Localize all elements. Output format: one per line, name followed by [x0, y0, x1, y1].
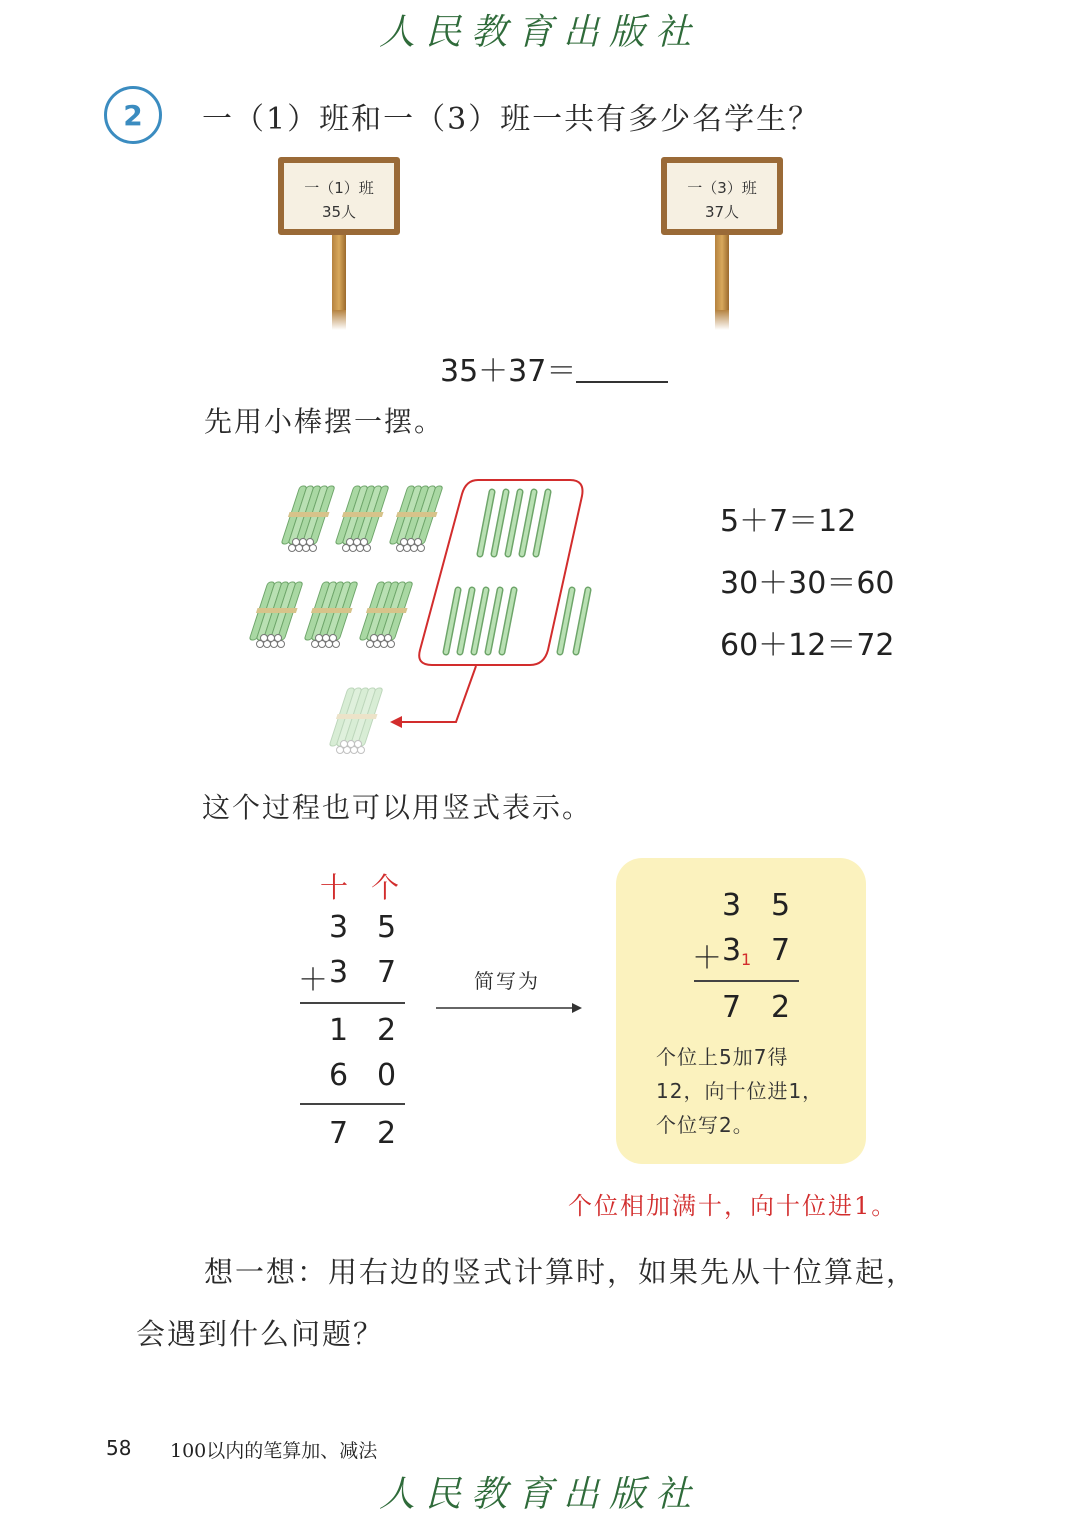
sign-class-label: 一（3）班: [687, 179, 757, 197]
loose-stick: [494, 492, 506, 554]
loose-stick: [508, 492, 520, 554]
digit: 7: [377, 955, 397, 990]
digit: 7: [722, 990, 742, 1025]
problem-question: 一（1）班和一（3）班一共有多少名学生？: [202, 102, 821, 137]
problem-number-badge: 2: [104, 86, 162, 144]
loose-stick: [536, 492, 548, 554]
tens-header: 十: [320, 871, 351, 904]
plus-sign: ＋: [298, 963, 328, 998]
stick-bundle: [247, 582, 306, 648]
loose-stick: [522, 492, 534, 554]
page-number: 58: [106, 1436, 132, 1460]
new-bundle: [327, 688, 386, 754]
sign-class-label: 一（1）班: [304, 179, 374, 197]
digit: 2: [771, 990, 791, 1025]
process-text: 这个过程也可以用竖式表示。: [202, 791, 593, 824]
sum-line: [694, 980, 799, 982]
digit: 5: [771, 888, 791, 923]
sign-post-shadow: [332, 310, 346, 330]
simplify-arrow: [436, 1000, 586, 1016]
loose-stick: [576, 590, 588, 652]
stick-bundle: [387, 486, 446, 552]
digit: 1: [329, 1013, 349, 1048]
digit: 5: [377, 910, 397, 945]
stick-bundle: [302, 582, 361, 648]
think-line-2: 会遇到什么问题？: [136, 1317, 385, 1351]
digit: 2: [377, 1013, 397, 1048]
side-equation: 60＋12＝72: [720, 628, 895, 663]
sign-class-1: [278, 157, 400, 235]
chapter-title: 100以内的笔算加、减法: [170, 1440, 378, 1462]
sign-post: [332, 235, 346, 310]
loose-stick: [488, 590, 500, 652]
carry-digit: 1: [741, 950, 752, 969]
sign-student-count: 37人: [704, 203, 740, 221]
stick-bundle: [279, 486, 338, 552]
loose-stick: [502, 590, 514, 652]
digit: 7: [771, 933, 791, 968]
digit: 2: [377, 1116, 397, 1151]
loose-stick: [474, 590, 486, 652]
loose-stick: [446, 590, 458, 652]
sign-class-3: [661, 157, 783, 235]
bundle-arrow: [398, 666, 476, 722]
answer-blank: [576, 381, 668, 383]
digit: 0: [377, 1058, 397, 1093]
sign-post-shadow: [715, 310, 729, 330]
carry-rule: 个位相加满十，向十位进1。: [568, 1192, 898, 1220]
note-line: 个位写2。: [656, 1113, 754, 1137]
publisher-header: 人民教育出版社: [378, 12, 701, 53]
stick-bundle: [357, 582, 416, 648]
note-line: 12，向十位进1，: [656, 1079, 824, 1103]
digit: 3: [329, 955, 349, 990]
side-equation: 30＋30＝60: [720, 566, 895, 601]
sign-post: [715, 235, 729, 310]
digit: 6: [329, 1058, 349, 1093]
sum-line: [300, 1002, 405, 1004]
sign-student-count: 35人: [321, 203, 357, 221]
plus-sign: ＋: [692, 941, 722, 976]
stick-bundle: [333, 486, 392, 552]
counting-sticks-illustration: [240, 470, 620, 770]
loose-stick: [560, 590, 572, 652]
think-line-1: 想一想：用右边的竖式计算时，如果先从十位算起，: [204, 1255, 918, 1289]
arrow-label: 简写为: [474, 969, 540, 993]
instruction-text: 先用小棒摆一摆。: [204, 405, 445, 438]
digit: 3: [329, 910, 349, 945]
main-equation: 35＋37＝: [440, 354, 577, 389]
note-line: 个位上5加7得: [656, 1045, 789, 1069]
arrow-head: [390, 716, 402, 728]
loose-stick: [460, 590, 472, 652]
digit: 3: [722, 933, 742, 968]
digit: 3: [722, 888, 742, 923]
digit: 7: [329, 1116, 349, 1151]
loose-stick: [480, 492, 492, 554]
publisher-footer: 人民教育出版社: [378, 1474, 701, 1515]
ones-header: 个: [371, 871, 402, 904]
side-equation: 5＋7＝12: [720, 504, 857, 539]
sum-line: [300, 1103, 405, 1105]
